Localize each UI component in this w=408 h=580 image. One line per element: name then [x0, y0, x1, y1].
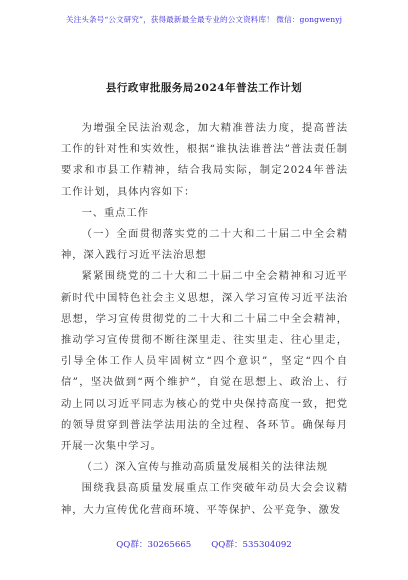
document-title: 县行政审批服务局2024年普法工作计划 [105, 82, 303, 94]
document-body [61, 118, 348, 521]
subsection-heading: （一）全面贯彻落实党的二十大和二十届二中全会精神，深入践行习近平法治思想 [61, 228, 348, 262]
footer-contact [0, 538, 408, 550]
body-paragraph: 围绕我县高质量发展重点工作突破年动员大会会议精神，大力宣传优化营商环境、平等保护、公平竞争、激发 [61, 482, 348, 516]
section-heading: 一、重点工作 [81, 206, 149, 219]
qq-group-1: QQ群：30265665 [116, 540, 192, 550]
subsection-heading: （二）深入宣传与推动高质量发展相关的法律法规 [81, 461, 328, 474]
body-paragraph: 紧紧围绕党的二十大和二十届二中全会精神和习近平新时代中国特色社会主义思想，深入学习宣传习近平法治思想，学习宣传贯彻党的二十大和二十届二中全会精神，推动学习宣传贯彻不断往深里走、往实里走、往心里走，引导全体工作人员牢固树立“四个意识”，坚定“四个自信”，坚决做到“两个维护”，自觉在思想上、政治上、行动上同以习近平同志为核心的党中央保持高度一致，把党的领导贯穿到普法学法用法的全过程、各环节。确保每月开展一次集中学习。 [61, 270, 348, 453]
qq-group-2: QQ群：535304092 [211, 540, 292, 550]
top-banner: 关注头条号“公文研究”，获得最新最全最专业的公文资料库！ 微信：gongwenyj [65, 15, 343, 24]
intro-paragraph: 为增强全民法治观念，加大精准普法力度，提高普法工作的针对性和实效性，根据“谁执法谁普法”普法责任制要求和市县工作精神，结合我局实际，制定2024年普法工作计划，具体内容如下： [61, 122, 348, 198]
